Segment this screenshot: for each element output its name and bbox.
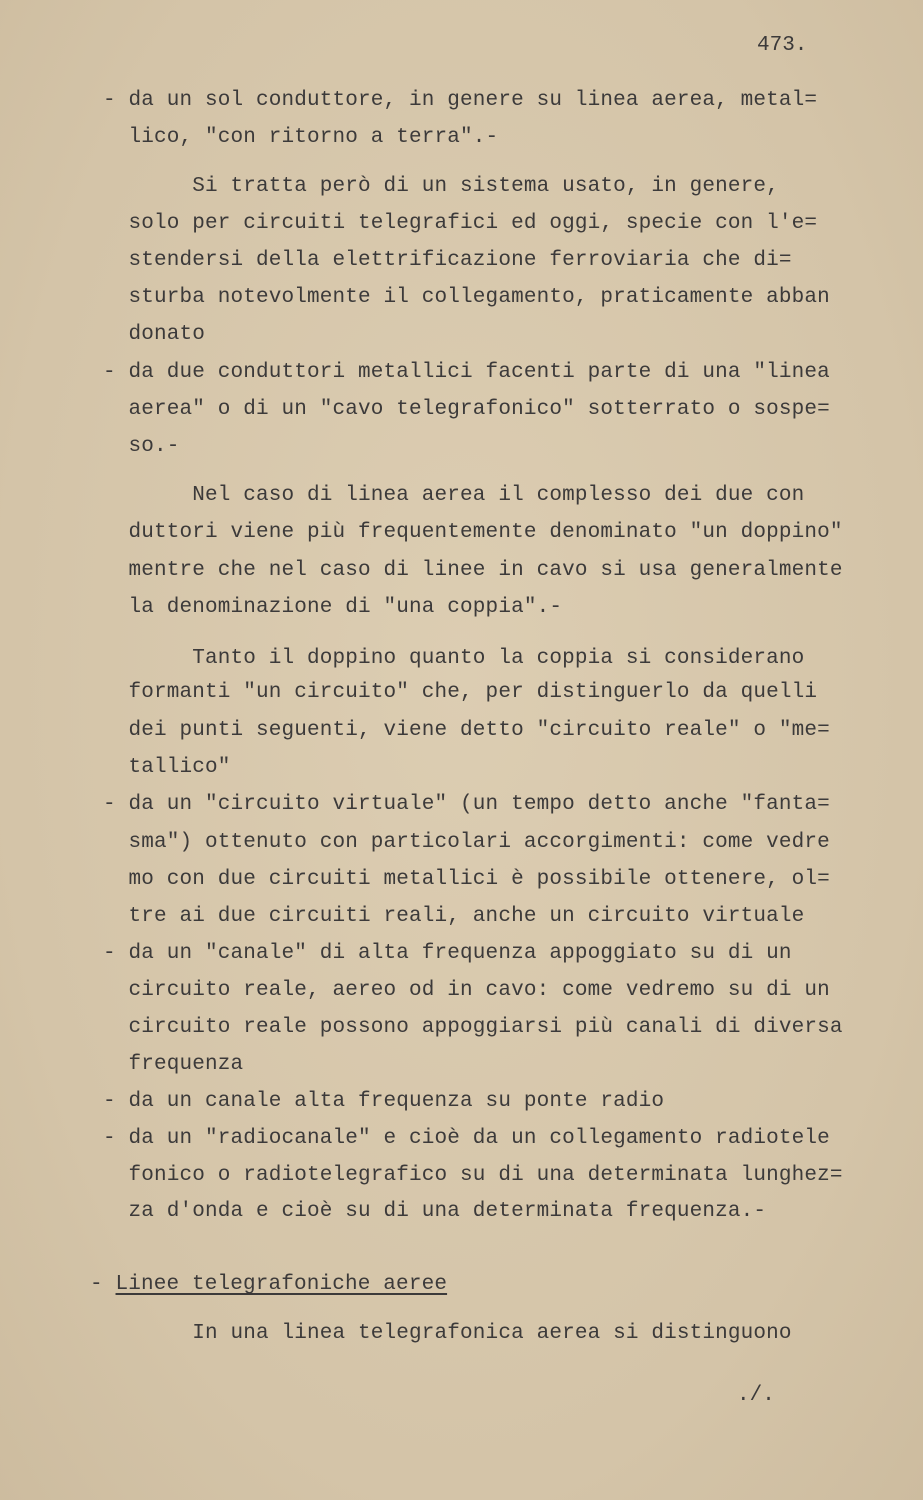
text-line: circuito reale, aereo od in cavo: come vedremo su di un bbox=[103, 979, 830, 1002]
text-line: - da un canale alta frequenza su ponte radio bbox=[103, 1090, 665, 1113]
text-line: Tanto il doppino quanto la coppia si considerano bbox=[103, 647, 805, 670]
text-line: tallico" bbox=[103, 756, 231, 779]
text-line: - da un "canale" di alta frequenza appoggiato su di un bbox=[103, 942, 792, 965]
page-number: 473. bbox=[757, 34, 808, 57]
text-line: Si tratta però di un sistema usato, in genere, bbox=[103, 175, 779, 198]
text-line: solo per circuiti telegrafici ed oggi, specie con l'e= bbox=[103, 212, 818, 235]
continuation-mark: ./. bbox=[737, 1384, 775, 1407]
text-line: mentre che nel caso di linee in cavo si usa generalmente bbox=[103, 559, 843, 582]
text-line: sturba notevolmente il collegamento, praticamente abban bbox=[103, 286, 830, 309]
text-line: formanti "un circuito" che, per distinguerlo da quelli bbox=[103, 681, 818, 704]
text-line: stendersi della elettrificazione ferroviaria che di= bbox=[103, 249, 792, 272]
text-line: fonico o radiotelegrafico su di una determinata lunghez= bbox=[103, 1164, 843, 1187]
text-line: donato bbox=[103, 323, 206, 346]
section-heading-dash: - bbox=[90, 1273, 116, 1296]
text-line: Nel caso di linea aerea il complesso dei due con bbox=[103, 484, 805, 507]
text-line: aerea" o di un "cavo telegrafonico" sotterrato o sospe= bbox=[103, 398, 830, 421]
text-line: za d'onda e cioè su di una determinata frequenza.- bbox=[103, 1200, 767, 1223]
text-line: frequenza bbox=[103, 1053, 244, 1076]
text-line: - da un "circuito virtuale" (un tempo detto anche "fanta= bbox=[103, 793, 830, 816]
section-heading bbox=[90, 1272, 447, 1298]
text-line: circuito reale possono appoggiarsi più canali di diversa bbox=[103, 1016, 843, 1039]
text-line: duttori viene più frequentemente denominato "un doppino" bbox=[103, 521, 843, 544]
text-line: so.- bbox=[103, 435, 180, 458]
text-line: lico, "con ritorno a terra".- bbox=[103, 126, 499, 149]
text-line: mo con due circuiti metallici è possibile ottenere, ol= bbox=[103, 868, 830, 891]
text-line: dei punti seguenti, viene detto "circuito reale" o "me= bbox=[103, 719, 830, 742]
text-line: sma") ottenuto con particolari accorgimenti: come vedre bbox=[103, 831, 830, 854]
text-line: la denominazione di "una coppia".- bbox=[103, 596, 563, 619]
section-heading-title: Linee telegrafoniche aeree bbox=[115, 1273, 448, 1296]
text-line: In una linea telegrafonica aerea si distinguono bbox=[103, 1322, 792, 1345]
text-line: - da due conduttori metallici facenti parte di una "linea bbox=[103, 361, 830, 384]
text-line: - da un sol conduttore, in genere su linea aerea, metal= bbox=[103, 89, 818, 112]
text-line: - da un "radiocanale" e cioè da un collegamento radiotele bbox=[103, 1127, 830, 1150]
text-line: tre ai due circuiti reali, anche un circuito virtuale bbox=[103, 905, 805, 928]
